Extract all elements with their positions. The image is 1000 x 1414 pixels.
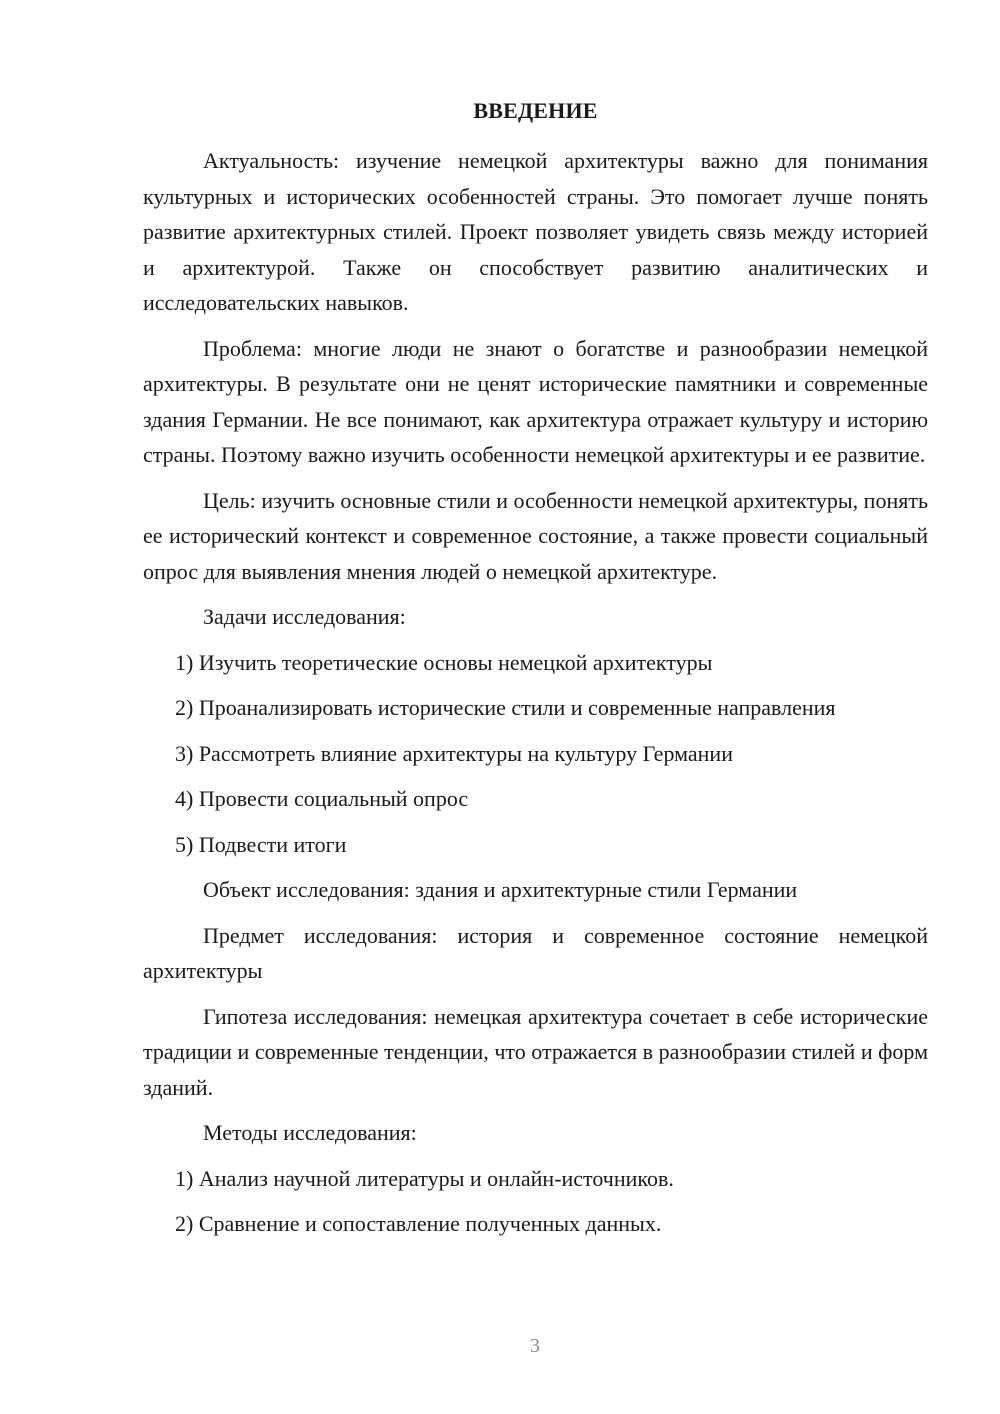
object-paragraph: Объект исследования: здания и архитектурные стили Германии <box>203 877 798 902</box>
section-title: ВВЕДЕНИЕ <box>473 98 598 123</box>
methods-heading: Методы исследования: <box>203 1120 417 1145</box>
problem-paragraph: Проблема: многие люди не знают о богатстве и разнообразии немецкой архитектуры. В результате они не ценят исторические памятники и современные здания Германии. Не все понимают, как архитектура отражает культуру и историю страны. Поэтому важно изучить особенности немецкой архитектуры и ее развитие. <box>143 335 928 467</box>
method-item: 1) Анализ научной литературы и онлайн-источников. <box>175 1165 674 1191</box>
task-item: 5) Подвести итоги <box>175 831 347 857</box>
task-item: 2) Проанализировать исторические стили и современные направления <box>175 695 836 720</box>
goal-paragraph: Цель: изучить основные стили и особенности немецкой архитектуры, понять ее исторический контекст и современное состояние, а также провести социальный опрос для выявления мнения людей о немецкой архитектуре. <box>143 487 928 584</box>
subject-paragraph: Предмет исследования: история и современное состояние немецкой архитектуры <box>143 922 928 983</box>
task-item: 1) Изучить теоретические основы немецкой архитектуры <box>175 649 713 675</box>
tasks-heading: Задачи исследования: <box>203 604 406 629</box>
document-body <box>143 96 928 1252</box>
hypothesis-paragraph: Гипотеза исследования: немецкая архитектура сочетает в себе исторические традиции и современные тенденции, что отражается в разнообразии стилей и форм зданий. <box>143 1003 928 1100</box>
task-item: 3) Рассмотреть влияние архитектуры на культуру Германии <box>175 740 733 766</box>
relevance-paragraph: Актуальность: изучение немецкой архитектуры важно для понимания культурных и исторических особенностей страны. Это помогает лучше понять развитие архитектурных стилей. Проект позволяет увидеть связь между историей и архитектурой. Также он способствует развитию аналитических и исследовательских навыков. <box>143 148 928 315</box>
method-item: 2) Сравнение и сопоставление полученных данных. <box>175 1211 662 1236</box>
task-item: 4) Провести социальный опрос <box>175 786 469 811</box>
page-number: 3 <box>530 1335 540 1357</box>
